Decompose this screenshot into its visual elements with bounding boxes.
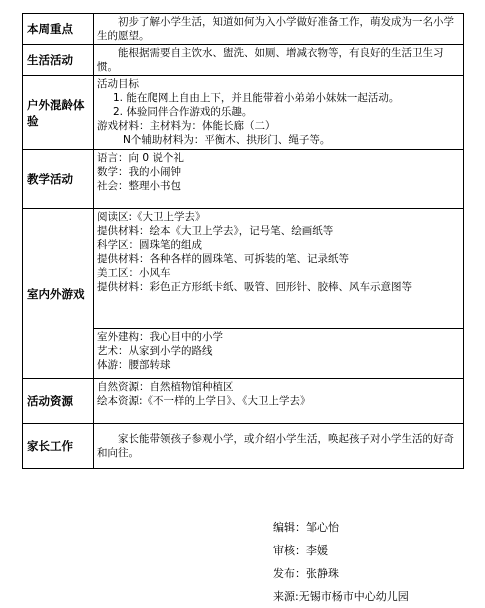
label-life-activity: 生活活动 [23, 45, 94, 76]
indoor-line-1: 阅读区:《大卫上学去》 [97, 211, 206, 223]
indoor-line-2: 提供材料：绘本《大卫上学去》，记号笔、绘画纸等 [97, 225, 334, 237]
content-outdoor-games [94, 329, 464, 379]
source-credit: 来源:无锡市杨市中心幼儿园 [273, 590, 409, 603]
indoor-line-4: 提供材料：各种各样的圆珠笔、可拆装的笔、记录纸等 [97, 253, 349, 265]
label-indoor-outdoor-games: 室内外游戏 [23, 209, 94, 379]
indoor-line-3: 科学区：圆珠笔的组成 [97, 239, 202, 251]
outdoor-game-line-3: 体游：腰部转球 [97, 359, 171, 371]
content-life-activity [94, 45, 464, 76]
outdoor-goal-title: 活动目标 [97, 78, 139, 90]
publisher-credit: 发布：张静珠 [273, 567, 339, 580]
teaching-line-1: 语言：向 0 说个礼 [97, 152, 184, 164]
label-activity-resources: 活动资源 [23, 379, 94, 424]
outdoor-game-line-1: 室外建构：我心目中的小学 [97, 331, 223, 343]
life-activity-text: 能根据需要自主饮水、盥洗、如厕、增减衣物等，有良好的生活卫生习惯。 [97, 47, 444, 73]
publication-footer [273, 516, 409, 608]
teaching-line-2: 数学：我的小闹钟 [97, 166, 181, 178]
row-outdoor-mixed-age [23, 76, 464, 150]
label-outdoor-mixed-age: 户外混龄体验 [23, 76, 94, 150]
content-outdoor-mixed-age [94, 76, 464, 150]
row-indoor-games [23, 209, 464, 329]
weekly-plan-table [22, 13, 464, 469]
resources-line-2: 绘本资源:《不一样的上学日》、《大卫上学去》 [97, 395, 311, 407]
row-family-work [23, 424, 464, 469]
teaching-line-3: 社会：整理小书包 [97, 180, 181, 192]
outdoor-goal-1: 1. 能在爬网上自由上下，并且能带着小弟弟小妹妹一起活动。 [113, 92, 400, 104]
row-weekly-focus [23, 14, 464, 45]
weekly-focus-text: 初步了解小学生活，知道如何为入小学做好准备工作，萌发成为一名小学生的愿望。 [97, 16, 454, 42]
label-teaching-activity: 教学活动 [23, 150, 94, 209]
row-teaching-activity [23, 150, 464, 209]
indoor-line-6: 提供材料：彩色正方形纸卡纸、吸管、回形针、胶棒、风车示意图等 [97, 281, 412, 293]
label-weekly-focus: 本周重点 [23, 14, 94, 45]
reviewer-credit: 审核：李媛 [273, 544, 328, 557]
outdoor-game-line-2: 艺术：从家到小学的路线 [97, 345, 213, 357]
outdoor-aux-material: N个辅助材料为：平衡木、拱形门、绳子等。 [123, 134, 331, 146]
label-family-work: 家长工作 [23, 424, 94, 469]
editor-credit: 编辑：邹心怡 [273, 521, 339, 534]
content-weekly-focus [94, 14, 464, 45]
content-indoor-games [94, 209, 464, 329]
content-family-work [94, 424, 464, 469]
outdoor-main-material: 游戏材料：主材料为：体能长廊（二） [97, 120, 276, 132]
family-work-text: 家长能带领孩子参观小学，或介绍小学生活，唤起孩子对小学生活的好奇和向往。 [97, 433, 454, 459]
resources-line-1: 自然资源：自然植物馆种植区 [97, 381, 234, 393]
row-activity-resources [23, 379, 464, 424]
content-activity-resources [94, 379, 464, 424]
content-teaching-activity [94, 150, 464, 209]
row-life-activity [23, 45, 464, 76]
indoor-line-5: 美工区：小风车 [97, 267, 171, 279]
outdoor-goal-2: 2. 体验同伴合作游戏的乐趣。 [113, 106, 253, 118]
